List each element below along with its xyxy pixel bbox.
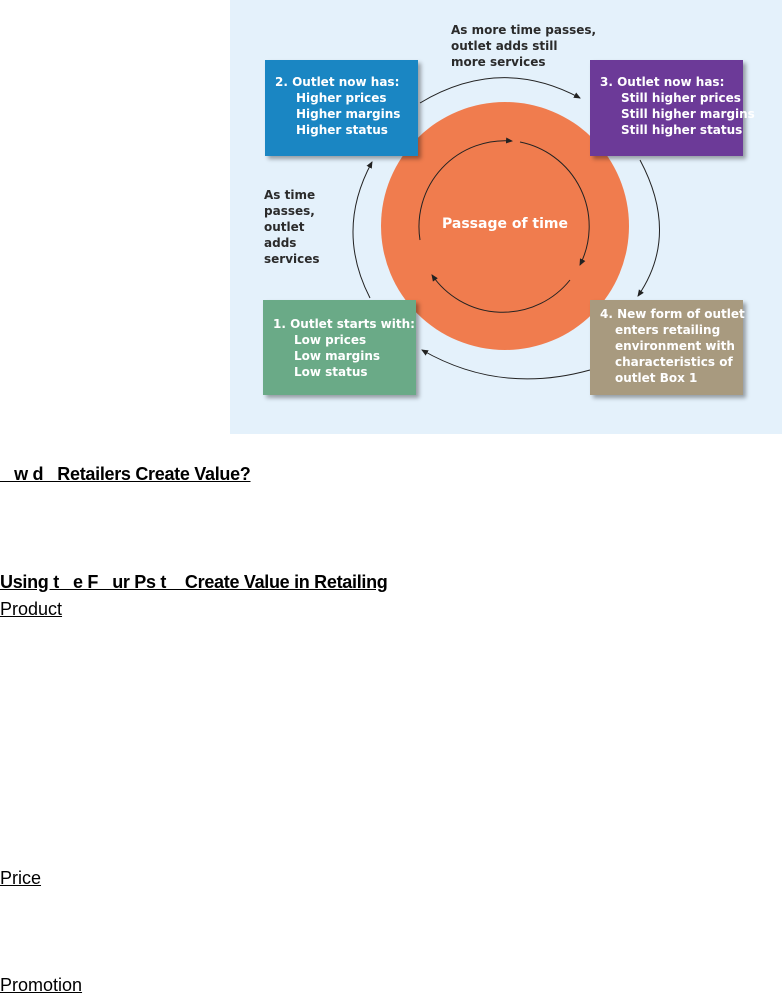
- subheading-product: Product: [0, 599, 63, 619]
- outer-arrow-bottom: [422, 350, 590, 379]
- subheading-price: Price: [0, 868, 42, 888]
- outer-arrow-top: [420, 78, 580, 103]
- box-outlet-now-has: 2. Outlet now has: Higher prices Higher margins Higher status: [265, 60, 418, 156]
- wheel-of-retailing-figure: [230, 0, 782, 434]
- box-new-outlet: 4. New form of outlet enters retailing environment with characteristics of outlet Box 1: [590, 300, 743, 395]
- annotation-time-passes: As time passes, outlet adds services: [264, 188, 320, 266]
- heading-four-ps: Using t e F ur Ps t Create Value in Retailing: [0, 572, 388, 592]
- outer-arrow-right: [638, 160, 660, 296]
- outer-arrow-left: [353, 162, 372, 298]
- center-label: Passage of time: [442, 216, 568, 232]
- heading-how-retailers-create-value: w d Retailers Create Value?: [0, 464, 251, 484]
- annotation-more-time: As more time passes, outlet adds still more services: [451, 23, 597, 69]
- subheading-promotion: Promotion: [0, 975, 83, 995]
- box-outlet-starts: 1. Outlet starts with: Low prices Low margins Low status: [263, 300, 416, 395]
- box-outlet-still-higher: 3. Outlet now has: Still higher prices Still higher margins Still higher status: [590, 60, 743, 156]
